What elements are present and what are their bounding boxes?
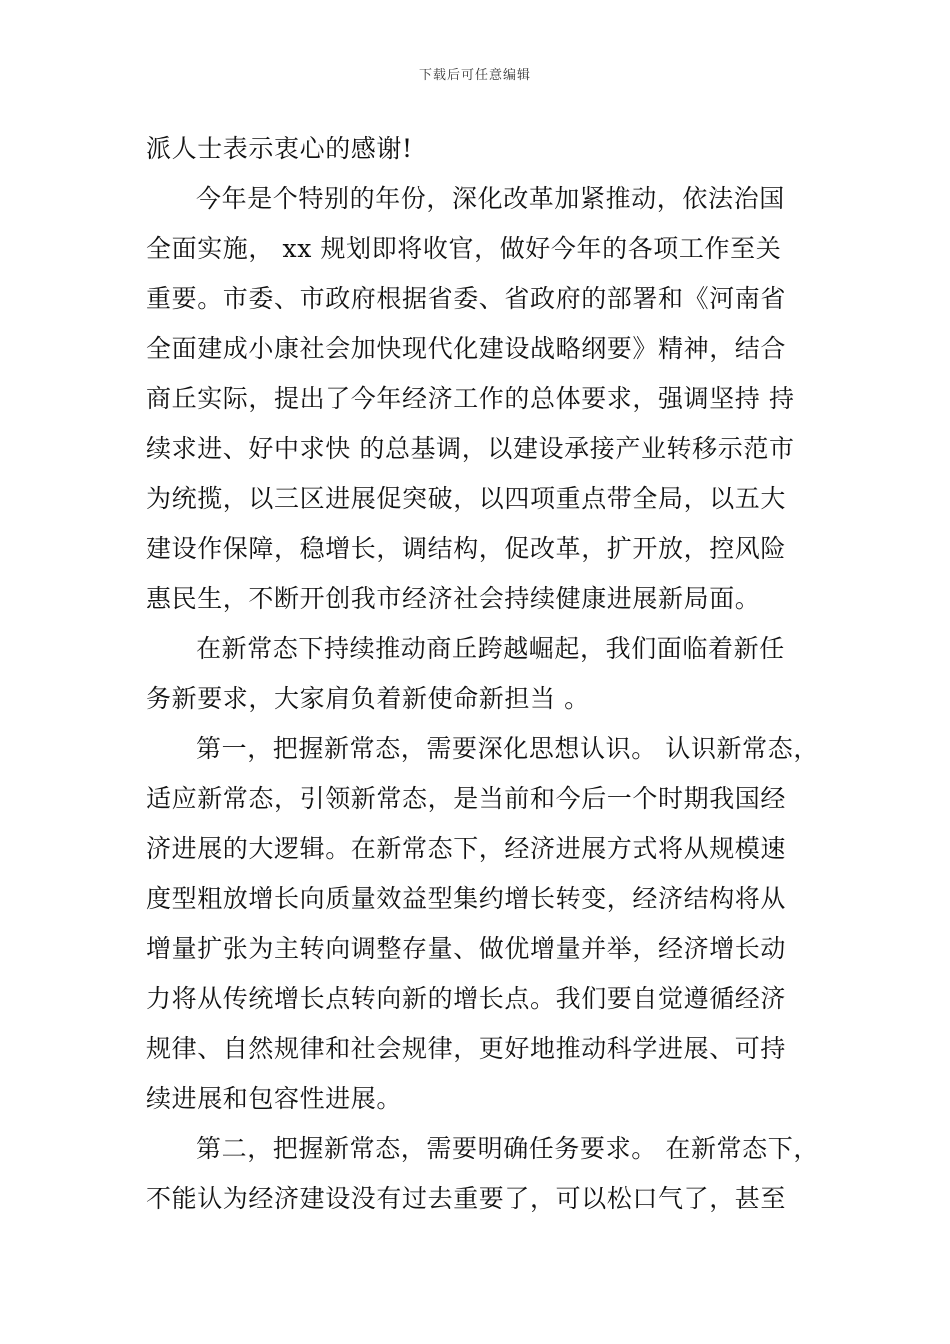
text-line: 全面实施， xx 规划即将收官，做好今年的各项工作至关 <box>146 234 782 263</box>
text-line: 不能认为经济建设没有过去重要了，可以松口气了，甚至 <box>146 1184 787 1213</box>
text-line: 惠民生，不断开创我市经济社会持续健康进展新局面。 <box>146 584 761 613</box>
text-line: 重要。市委、市政府根据省委、省政府的部署和《河南省 <box>146 284 787 313</box>
text-line: 为统揽，以三区进展促突破，以四项重点带全局，以五大 <box>146 484 787 513</box>
text-line: 度型粗放增长向质量效益型集约增长转变，经济结构将从 <box>146 884 787 913</box>
text-line: 力将从传统增长点转向新的增长点。我们要自觉遵循经济 <box>146 984 787 1013</box>
page-header: 下载后可任意编辑 <box>418 68 531 83</box>
text-line: 在新常态下持续推动商丘跨越崛起，我们面临着新任 <box>196 634 785 663</box>
text-line: 第二，把握新常态，需要明确任务要求。 在新常态下， <box>196 1134 819 1163</box>
text-line: 今年是个特别的年份，深化改革加紧推动，依法治国 <box>196 184 785 213</box>
text-line: 续进展和包容性进展。 <box>146 1084 403 1113</box>
text-line: 务新要求，大家肩负着新使命新担当 。 <box>146 684 590 713</box>
text-line: 建设作保障，稳增长，调结构，促改革，扩开放，控风险 <box>146 534 787 563</box>
text-line: 续求进、好中求快 的总基调，以建设承接产业转移示范市 <box>146 434 795 463</box>
text-line: 派人士表示衷心的感谢! <box>146 134 413 163</box>
text-line: 全面建成小康社会加快现代化建设战略纲要》精神，结合 <box>146 334 787 363</box>
text-line: 适应新常态，引领新常态，是当前和今后一个时期我国经 <box>146 784 787 813</box>
text-line: 增量扩张为主转向调整存量、做优增量并举，经济增长动 <box>146 934 787 963</box>
text-line: 第一，把握新常态，需要深化思想认识。 认识新常态， <box>196 734 819 763</box>
text-line: 商丘实际，提出了今年经济工作的总体要求，强调坚持 持 <box>146 384 795 413</box>
text-line: 济进展的大逻辑。在新常态下，经济进展方式将从规模速 <box>146 834 787 863</box>
text-line: 规律、自然规律和社会规律，更好地推动科学进展、可持 <box>146 1034 787 1063</box>
